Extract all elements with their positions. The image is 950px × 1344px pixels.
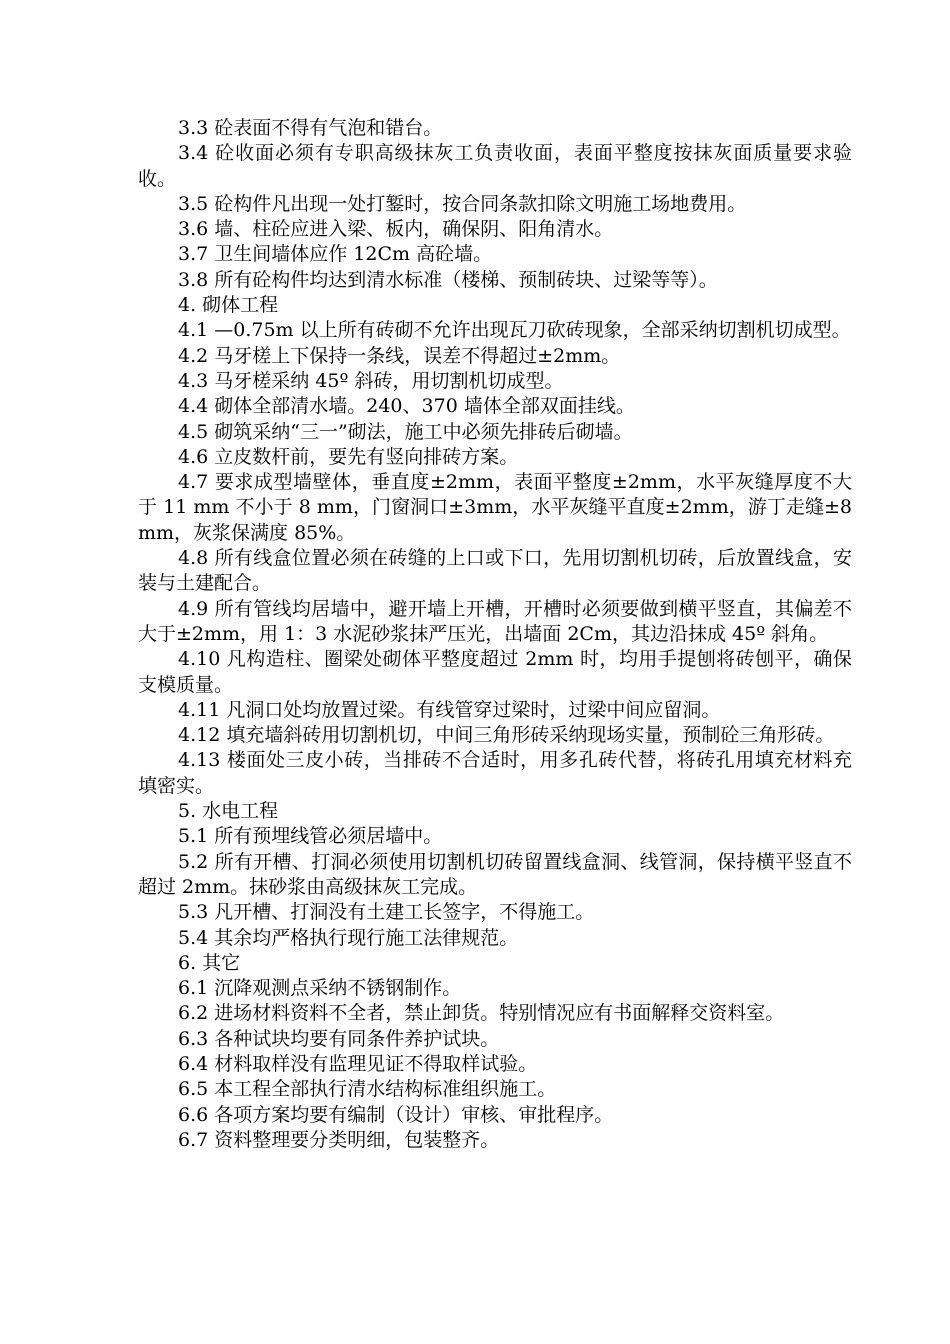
paragraph: 6.1 沉降观测点采纳不锈钢制作。 (178, 977, 462, 1000)
paragraph: 3.5 砼构件凡出现一处打錾时，按合同条款扣除文明施工场地费用。 (178, 192, 747, 215)
paragraph: 4.6 立皮数杆前，要先有竖向排砖方案。 (178, 445, 519, 468)
paragraph: 5.1 所有预埋线管必须居墙中。 (178, 825, 443, 848)
paragraph: 4.7 要求成型墙壁体，垂直度±2mm，表面平整度±2mm，水平灰缝厚度不大于 11 mm 不小于 8 mm，门窗洞口±3mm，水平灰缝平直度±2mm，游丁走缝±8mm，灰浆保满度 85%。 (138, 471, 852, 544)
paragraph: 4.3 马牙槎采纳 45º 斜砖，用切割机切成型。 (178, 369, 564, 392)
section-heading: 4. 砌体工程 (178, 294, 279, 317)
paragraph: 4.10 凡构造柱、圈梁处砌体平整度超过 2mm 时，均用手提刨将砖刨平，确保支模质量。 (138, 648, 852, 696)
document-body (138, 116, 852, 1153)
paragraph: 4.5 砌筑采纳“三一”砌法，施工中必须先排砖后砌墙。 (178, 420, 633, 443)
paragraph: 4.9 所有管线均居墙中，避开墙上开槽，开槽时必须要做到横平竖直，其偏差不大于±2mm，用 1：3 水泥砂浆抹严压光，出墙面 2Cm，其边沿抹成 45º 斜角。 (138, 597, 852, 645)
paragraph: 6.6 各项方案均要有编制（设计）审核、审批程序。 (178, 1103, 614, 1126)
paragraph: 3.7 卫生间墙体应作 12Cm 高砼墙。 (178, 243, 493, 266)
paragraph: 5.4 其余均严格执行现行施工法律规范。 (178, 926, 519, 949)
paragraph: 4.2 马牙槎上下保持一条线，误差不得超过±2mm。 (178, 344, 621, 367)
paragraph: 4.8 所有线盒位置必须在砖缝的上口或下口，先用切割机切砖，后放置线盒，安装与土建配合。 (138, 547, 852, 595)
paragraph: 4.1 —0.75m 以上所有砖砌不允许出现瓦刀砍砖现象，全部采纳切割机切成型。 (178, 319, 851, 342)
section-heading: 5. 水电工程 (178, 800, 279, 823)
paragraph: 4.12 填充墙斜砖用切割机切，中间三角形砖采纳现场实量，预制砼三角形砖。 (178, 724, 835, 747)
section-heading: 6. 其它 (178, 951, 241, 974)
paragraph: 5.2 所有开槽、打洞必须使用切割机切砖留置线盒洞、线管洞，保持横平竖直不超过 2mm。抹砂浆由高级抹灰工完成。 (138, 850, 852, 898)
paragraph: 4.11 凡洞口处均放置过梁。有线管穿过梁时，过梁中间应留洞。 (178, 698, 721, 721)
paragraph: 6.7 资料整理要分类明细，包装整齐。 (178, 1128, 500, 1151)
paragraph: 3.8 所有砼构件均达到清水标准（楼梯、预制砖块、过梁等等）。 (178, 268, 718, 291)
paragraph: 4.13 楼面处三皮小砖，当排砖不合适时，用多孔砖代替，将砖孔用填充材料充填密实。 (138, 749, 852, 797)
paragraph: 5.3 凡开槽、打洞没有土建工长签字，不得施工。 (178, 901, 595, 924)
paragraph: 6.4 材料取样没有监理见证不得取样试验。 (178, 1052, 538, 1075)
paragraph: 3.3 砼表面不得有气泡和错台。 (178, 117, 443, 139)
paragraph: 3.6 墙、柱砼应进入梁、板内，确保阴、阳角清水。 (178, 218, 614, 241)
paragraph: 6.3 各种试块均要有同条件养护试块。 (178, 1027, 500, 1050)
paragraph: 3.4 砼收面必须有专职高级抹灰工负责收面，表面平整度按抹灰面质量要求验收。 (138, 142, 852, 190)
paragraph: 6.2 进场材料资料不全者，禁止卸货。特别情况应有书面解释交资料室。 (178, 1002, 785, 1025)
paragraph: 6.5 本工程全部执行清水结构标准组织施工。 (178, 1078, 557, 1101)
paragraph: 4.4 砌体全部清水墙。240、370 墙体全部双面挂线。 (178, 395, 635, 418)
